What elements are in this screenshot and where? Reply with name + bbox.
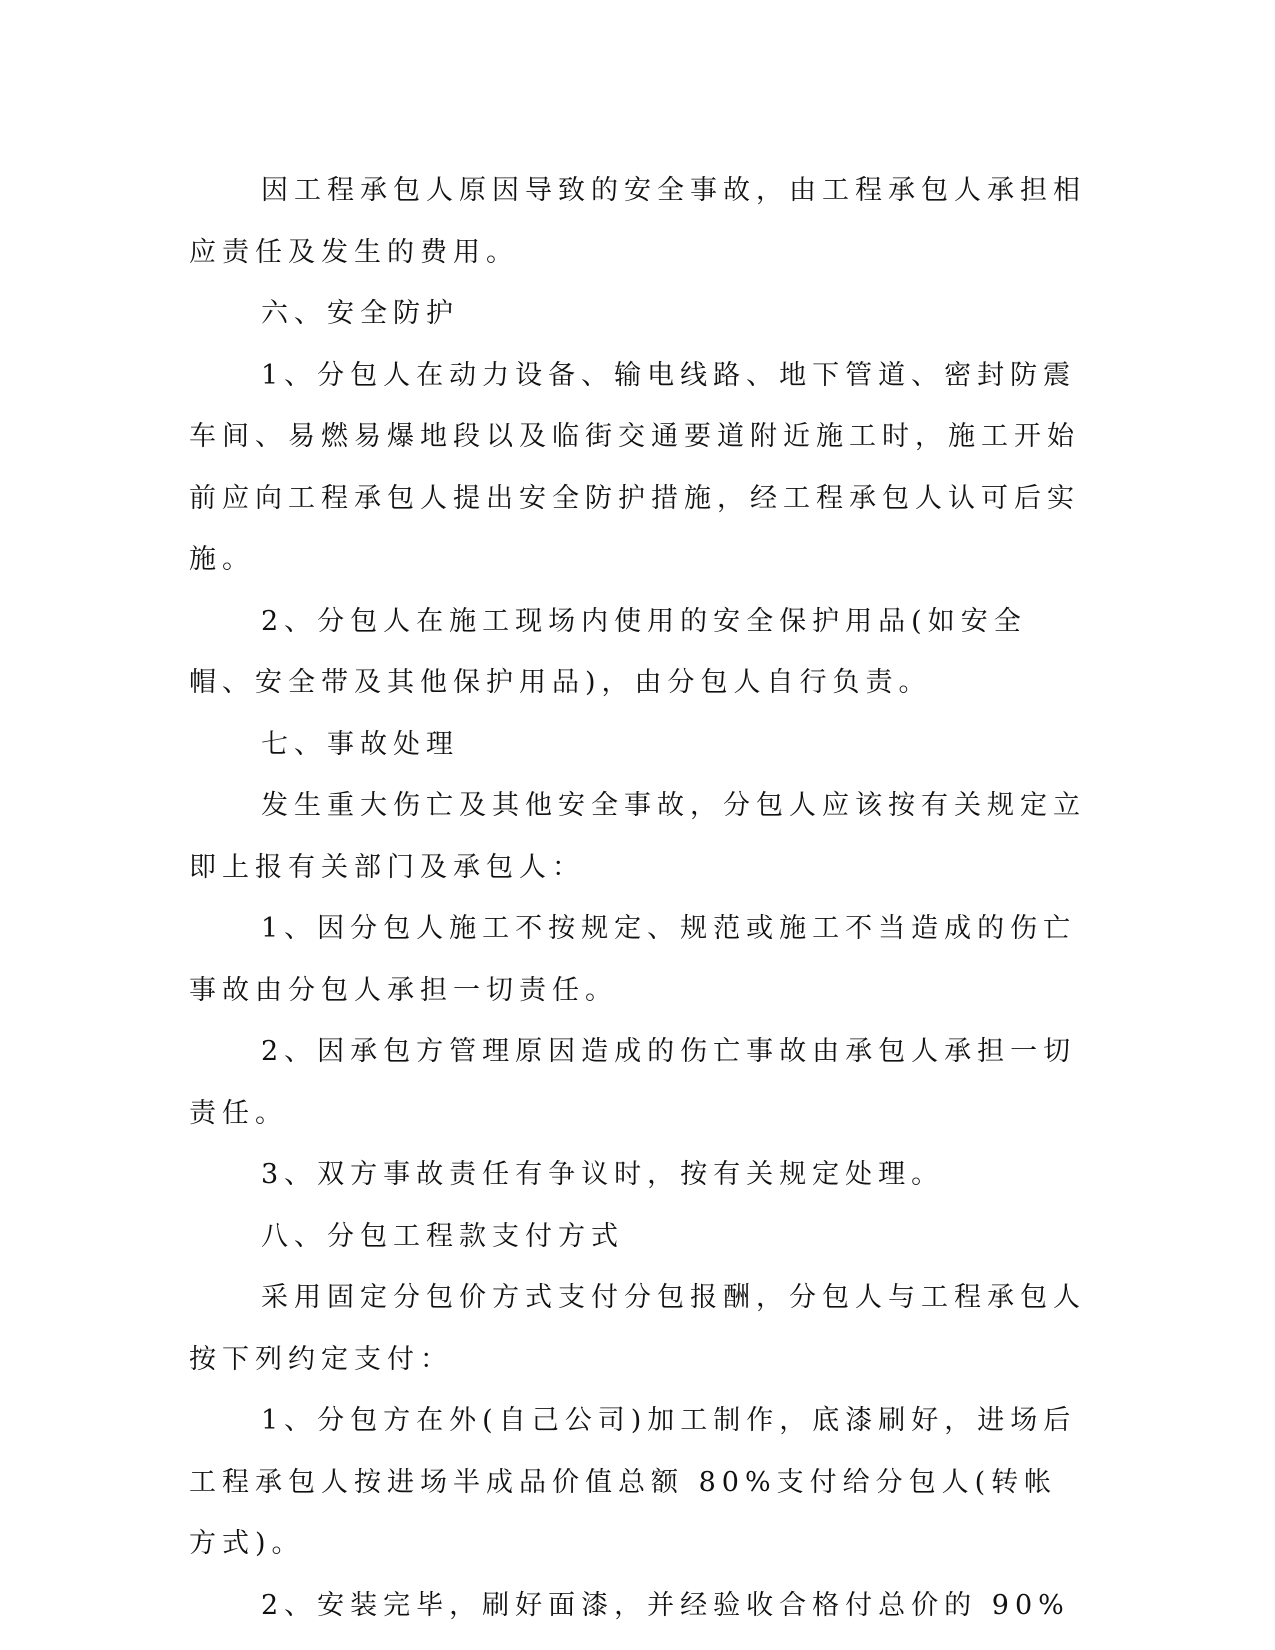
section-heading-accident-handling: 七、事故处理 [261, 728, 459, 760]
section-heading-payment-method: 八、分包工程款支付方式 [261, 1220, 624, 1252]
paragraph-protective-equipment: 2、分包人在施工现场内使用的安全保护用品(如安全帽、安全带及其他保护用品)，由分包人自行负责。 [189, 605, 1027, 698]
paragraph-accident-reporting: 发生重大伤亡及其他安全事故，分包人应该按有关规定立即上报有关部门及承包人： [189, 790, 1086, 883]
paragraph-fixed-price-payment: 采用固定分包价方式支付分包报酬，分包人与工程承包人按下列约定支付： [189, 1282, 1086, 1375]
paragraph-accident-liability: 因工程承包人原因导致的安全事故，由工程承包人承担相应责任及发生的费用。 [189, 175, 1086, 268]
document-body [189, 160, 1089, 1636]
paragraph-payment-term-2: 2、安装完毕，刷好面漆，并经验收合格付总价的 90% [261, 1589, 1070, 1621]
paragraph-payment-term-1: 1、分包方在外(自己公司)加工制作，底漆刷好，进场后工程承包人按进场半成品价值总额 80%支付给分包人(转帐方式)。 [189, 1405, 1077, 1559]
section-heading-safety-protection: 六、安全防护 [261, 298, 459, 329]
paragraph-contractor-liability: 2、因承包方管理原因造成的伤亡事故由承包人承担一切责任。 [189, 1036, 1077, 1129]
paragraph-dispute-handling: 3、双方事故责任有争议时，按有关规定处理。 [261, 1159, 945, 1190]
paragraph-protection-measures: 1、分包人在动力设备、输电线路、地下管道、密封防震车间、易燃易爆地段以及临街交通要道附近施工时，施工开始前应向工程承包人提出安全防护措施，经工程承包人认可后实施。 [189, 359, 1080, 575]
paragraph-subcontractor-liability: 1、因分包人施工不按规定、规范或施工不当造成的伤亡事故由分包人承担一切责任。 [189, 913, 1077, 1006]
